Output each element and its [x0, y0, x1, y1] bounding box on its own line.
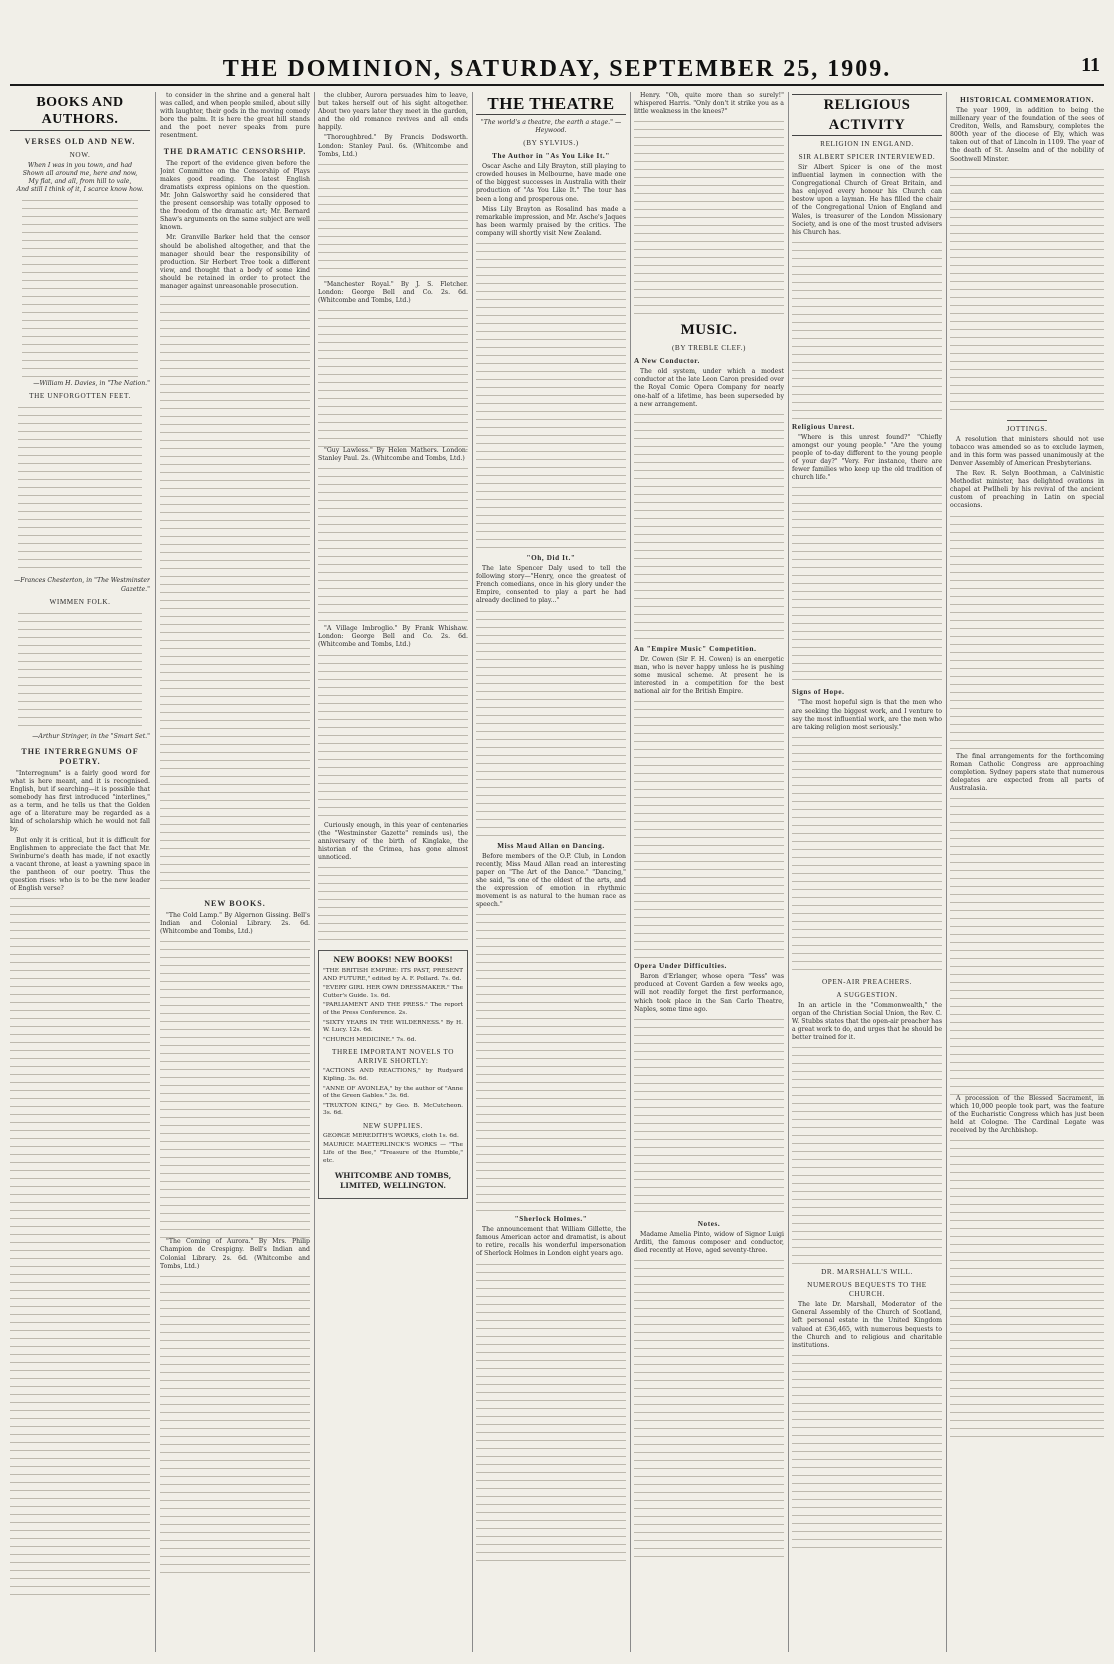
article-paragraph: A procession of the Blessed Sacrament, in which 10,000 people took part, was the feature of the Eucharistic Congress which has just been held at Cologne. The Cardinal Legate was received by the Archbishop.	[950, 1094, 1104, 1135]
article-paragraph: The late Dr. Marshall, Moderator of the General Assembly of the Church of Scotland, left personal estate in the United Kingdom valued at £36,465, with numerous bequests to the Church and to religious and charitable institutions.	[792, 1301, 942, 1349]
poem-byline: —Arthur Stringer, in the "Smart Set."	[32, 732, 150, 740]
article-body-text	[634, 1257, 784, 1557]
newspaper-title: THE DOMINION, SATURDAY, SEPTEMBER 25, 1909.	[222, 56, 892, 82]
sub-heading: Opera Under Difficulties.	[634, 962, 727, 971]
column-separator	[788, 92, 789, 1652]
article-body-text	[476, 240, 626, 550]
column-separator	[314, 92, 315, 1652]
article-body-text	[318, 161, 468, 281]
column-new-books	[318, 92, 468, 1652]
column-books-and-authors	[10, 92, 150, 1652]
article-body-text	[10, 895, 150, 1595]
ad-item: "TRUXTON KING," by Geo. B. McCutcheon. 3s. 6d.	[323, 1102, 463, 1117]
ad-item: "PARLIAMENT AND THE PRESS." The report of the Press Conference. 2s.	[323, 1002, 463, 1016]
article-body-text	[318, 307, 468, 447]
ad-item: "SIXTY YEARS IN THE WILDERNESS." By H. W. Lucy. 12s. 6d.	[323, 1019, 463, 1034]
masthead	[0, 0, 1114, 88]
article-body-text	[634, 698, 784, 958]
book-entry: "Guy Lawless." By Helen Mathers. London: Stanley Paul. 2s. (Whitcombe and Tombs, Ltd.)	[318, 447, 468, 463]
byline: (BY TREBLE CLEF.)	[671, 344, 747, 353]
article-paragraph: Mr. Granville Barker held that the censor should be abolished altogether, and that the manager should bear the responsibility of production. Sir Herbert Tree took a different view, and thought that a body of some kind should be retained in order to protect the manager against unreasonable prosecution.	[160, 234, 310, 290]
book-entry: "Manchester Royal." By J. S. Fletcher. London: George Bell and Co. 2s. 6d. (Whitcombe and Tombs, Ltd.)	[318, 280, 468, 304]
sub-heading: RELIGION IN ENGLAND.	[820, 140, 914, 148]
sub-heading: The Author in "As You Like It."	[492, 152, 610, 161]
article-paragraph: The report of the evidence given before the Joint Committee on the Censorship of Plays makes good reading. The latest English dramatists express opinions on the question. Mr. John Galsworthy said he considered that the present censorship was totally opposed to the freedom of the dramatic art; Mr. Bernard Shaw's arguments on the same subject are well known.	[160, 159, 310, 232]
sub-heading: OPEN-AIR PREACHERS.	[821, 977, 913, 986]
poem-body-text	[18, 404, 142, 574]
ad-item: "EVERY GIRL HER OWN DRESSMAKER." The Cutter's Guide. 1s. 6d.	[323, 985, 463, 999]
sub-heading: A New Conductor.	[634, 357, 700, 366]
poem-title-wimmen-folk: WIMMEN FOLK.	[49, 597, 111, 606]
sub-heading: Religious Unrest.	[792, 422, 855, 431]
sub-heading: An "Empire Music" Competition.	[634, 644, 757, 653]
article-paragraph: Sir Albert Spicer is one of the most influential laymen in connection with the Congregational Church of Great Britain, and has enjoyed every honour his Church can bestow upon a layman. He has filled the chair of the Congregational Union of England and Wales, is treasurer of the London Missionary Society, and is one of the most trusted advisers his Church has.	[792, 164, 942, 236]
article-paragraph: the clubber, Aurora persuades him to leave, but takes herself out of his sight altogether. About two years later they meet in the garden, and the old romance revives and all ends happily.	[318, 92, 468, 132]
ad-item: "ACTIONS AND REACTIONS," by Rudyard Kipling. 3s. 6d.	[323, 1068, 463, 1082]
sub-heading: JOTTINGS.	[1006, 424, 1048, 433]
article-body-text	[792, 239, 942, 419]
article-body-text	[476, 608, 626, 838]
article-body-text	[792, 1352, 942, 1552]
article-paragraph: Before members of the O.P. Club, in London recently, Miss Maud Allan read an interesting paper on "The Art of the Dance." "Dancing," she said, "is one of the oldest of the arts, and the expression of emotion in rhythmic movement is as natural to the human race as speech."	[476, 852, 626, 909]
ad-item: GEORGE MEREDITH'S WORKS, cloth 1s. 6d.	[323, 1132, 459, 1139]
article-paragraph: The late Spencer Daly used to tell the following story—"Henry, once the greatest of French comedians, once in his glory under the Empire, consented to play a part he had already declined to play..."	[476, 565, 626, 605]
section-heading-books: BOOKS AND AUTHORS.	[10, 94, 150, 131]
column-separator	[472, 92, 473, 1652]
section-heading-music: MUSIC.	[680, 322, 738, 339]
column-religious-activity	[792, 92, 942, 1652]
sub-heading: DR. MARSHALL'S WILL.	[821, 1268, 913, 1277]
article-paragraph: Miss Lily Brayton as Rosalind has made a remarkable impression, and Mr. Asche's Jaques has been warmly praised by the critics. The company will shortly visit New Zealand.	[476, 205, 626, 237]
poem-body-text	[18, 610, 142, 730]
column-separator	[630, 92, 631, 1652]
book-entry: "Thoroughbred." By Francis Dodsworth. London: Stanley Paul. 6s. (Whitcombe and Tombs, Ltd.)	[318, 134, 468, 158]
article-body-text	[634, 1016, 784, 1216]
column-separator	[155, 92, 156, 1652]
poem-body-text	[22, 197, 138, 377]
article-paragraph: But only it is critical, but it is difficult for Englishmen to appreciate the fact that Mr. Swinburne's death has made, if not exactly a vacant throne, at least a yawning space in the pantheon of our poetry. Thus the question rises: who is to be the new leader of English verse?	[10, 836, 150, 893]
poem-line: My flat, and all, from hill to vale,	[28, 178, 132, 186]
byline: (BY SYLVIUS.)	[523, 139, 579, 148]
article-body-text	[476, 1261, 626, 1561]
sub-heading: A SUGGESTION.	[836, 990, 898, 999]
article-body-text	[950, 795, 1104, 1095]
epigraph: "The world's a theatre, the earth a stage." —Heywood.	[480, 119, 622, 135]
article-body-text	[318, 864, 468, 944]
poem-now	[10, 162, 150, 194]
article-paragraph: The announcement that William Gillette, the famous American actor and dramatist, is about to retire, recalls his wonderful impersonation of Sherlock Holmes in London eight years ago.	[476, 1226, 626, 1258]
article-paragraph: The year 1909, in addition to being the millenary year of the foundation of the sees of Crediton, Wells, and Ramsbury, completes the 800th year of the diocese of Ely, which was taken out of that of Lincoln in 1109. The year of the death of St. Anselm and of the nobility of Soothwell Minster.	[950, 107, 1104, 163]
poem-title-now: NOW.	[69, 151, 91, 159]
poem-line: Shown all around me, here and now,	[22, 170, 138, 178]
poem-title-unforgotten-feet: THE UNFORGOTTEN FEET.	[29, 392, 131, 401]
ad-subheading: NEW SUPPLIES.	[363, 1121, 423, 1130]
sub-heading-new-books: NEW BOOKS.	[204, 899, 266, 909]
column-historical-commemoration	[950, 92, 1104, 1652]
ad-item: "CHURCH MEDICINE." 7s. 6d.	[323, 1036, 417, 1043]
poem-line: When I was in you town, and had	[27, 162, 133, 169]
article-paragraph: In an article in the "Commonwealth," the organ of the Christian Social Union, the Rev. C. W. Stubbs states that the open-air preacher has a great work to do, and urges that he should be better trained for it.	[792, 1001, 942, 1042]
ad-footer: WHITCOMBE AND TOMBS, LIMITED, WELLINGTON.	[334, 1171, 452, 1191]
article-body-text	[792, 484, 942, 684]
article-paragraph: "Interregnum" is a fairly good word for what is here meant, and it is recognised. English, but if searching—it is possible that somebody has first introduced "interlines," as a term, and he tells us that the Golden age of a literature may be regarded as a kind of scholarship which he would not fall by.	[10, 769, 150, 834]
page-number: 11	[1081, 54, 1100, 76]
article-paragraph: "The most hopeful sign is that the men who are seeking the biggest work, and I venture to say the most influential work, are the men who are taking religion most seriously."	[792, 699, 942, 731]
section-heading-theatre: THE THEATRE	[476, 94, 626, 115]
article-body-text	[160, 938, 310, 1238]
article-paragraph: The old system, under which a modest conductor at the late Leon Caron presided over the Royal Comic Opera Company for nearly one-half of a lifetime, has been superseded by a new arrangement.	[634, 368, 784, 408]
ad-item: "ANNE OF AVONLEA," by the author of "Anne of the Green Gables." 3s. 6d.	[323, 1085, 463, 1100]
ad-subheading: THREE IMPORTANT NOVELS TO ARRIVE SHORTLY:	[331, 1048, 454, 1066]
column-dramatic-censorship	[160, 92, 310, 1652]
article-body-text	[318, 652, 468, 822]
sub-heading: Signs of Hope.	[792, 688, 845, 697]
book-entry: "A Village Imbroglio." By Frank Whishaw. London: George Bell and Co. 2s. 6d. (Whitcombe and Tombs, Ltd.)	[318, 625, 468, 649]
article-paragraph: "Where is this unrest found?" "Chiefly amongst our young people." "Are the young people of to-day different to the young people of your day?" "Very. For instance, there are fewer families who keep up the old tradition of church life."	[792, 433, 942, 482]
article-body-text	[634, 411, 784, 641]
article-body-text	[950, 513, 1104, 753]
book-entry: "The Cold Lamp." By Algernon Gissing. Bell's Indian and Colonial Library. 2s. 6d. (Whitcombe and Tombs, Ltd.)	[160, 912, 310, 936]
ad-heading: NEW BOOKS! NEW BOOKS!	[333, 954, 453, 964]
sub-heading: "Oh, Did It."	[526, 554, 576, 563]
book-entry: "The Coming of Aurora." By Mrs. Philip Champion de Crespigny. Bell's Indian and Colonial Library. 2s. 6d. (Whitcombe and Tombs, Ltd.)	[160, 1238, 310, 1270]
divider	[1007, 420, 1047, 421]
article-paragraph: Madame Amelia Pinto, widow of Signor Luigi Arditi, the famous composer and conductor, died recently at Hove, aged seventy-three.	[634, 1230, 784, 1254]
sub-heading: "Sherlock Holmes."	[514, 1215, 588, 1224]
sub-heading: Miss Maud Allan on Dancing.	[497, 841, 605, 850]
masthead-rule	[10, 84, 1104, 86]
ad-item: "THE BRITISH EMPIRE: ITS PAST, PRESENT AND FUTURE," edited by A. F. Pollard. 7s. 6d.	[323, 967, 463, 982]
article-paragraph: to consider in the shrine and a general halt was called, and when people smiled, about silly with laughter, their gods in the moving comedy bore the palm. It is here the great hill stands and the poet never speaks from pure resentment.	[160, 92, 310, 140]
article-paragraph: Henry. "Oh, quite more than so surely!" whispered Harris. "Only don't it strike you as a little weakness in the knees?"	[634, 92, 784, 116]
sub-heading: NUMEROUS BEQUESTS TO THE CHURCH.	[807, 1281, 927, 1299]
article-body-text	[792, 734, 942, 974]
poem-byline: —Frances Chesterton, in "The Westminster Gazette."	[14, 577, 150, 593]
article-body-text	[950, 166, 1104, 416]
poem-byline: —William H. Davies, in "The Nation."	[33, 380, 150, 388]
article-paragraph: Oscar Asche and Lily Brayton, still playing to crowded houses in Melbourne, have made one of the biggest successes in Australia with their production of "As You Like It." The tour has been a long and prosperous one.	[476, 163, 626, 203]
article-paragraph: The Rev. R. Selyn Boothman, a Calvinistic Methodist minister, has delighted ovations in chapel at Pwllheli by his revival of the ancient custom of preaching in Latin on special occasions.	[950, 470, 1104, 510]
column-theatre	[476, 92, 626, 1652]
poem-line: And still I think of it, I scarce know how.	[16, 186, 144, 194]
sub-heading: Notes.	[697, 1219, 721, 1228]
article-body-text	[160, 1273, 310, 1573]
article-paragraph: The final arrangements for the forthcoming Roman Catholic Congress are approaching completion. Sydney papers state that numerous delegates are expected from all parts of Australasia.	[950, 752, 1104, 792]
article-paragraph: Dr. Cowen (Sir F. H. Cowen) is an energetic man, who is never happy unless he is pushing some musical scheme. At present he is interested in a competition for the best national air for the British Empire.	[634, 655, 784, 696]
column-separator	[946, 92, 947, 1652]
article-paragraph: Curiously enough, in this year of centenaries (the "Westminster Gazette" reminds us), the anniversary of the birth of Kinglake, the historian of the Crimea, has gone almost unnoticed.	[318, 821, 468, 861]
column-music	[634, 92, 784, 1652]
article-body-text	[476, 911, 626, 1211]
bookseller-advertisement	[318, 950, 468, 1199]
article-body-text	[634, 118, 784, 318]
article-body-text	[160, 293, 310, 893]
sub-heading-censorship: THE DRAMATIC CENSORSHIP.	[163, 146, 307, 156]
ad-item: MAURICE MAETERLINCK'S WORKS — "The Life of the Bee," "Treasure of the Humble," etc.	[323, 1142, 463, 1164]
article-paragraph: Baron d'Erlanger, whose opera "Tess" was produced at Covent Garden a few weeks ago, will not readily forget the first performance, which took place in the San Carlo Theatre, Naples, some time ago.	[634, 973, 784, 1013]
article-body-text	[792, 1044, 942, 1264]
article-body-text	[950, 1137, 1104, 1437]
article-paragraph: A resolution that ministers should not use tobacco was amended so as to exclude laymen, and in this form was passed unanimously at the Denver Assembly of American Presbyterians.	[950, 435, 1104, 467]
sub-heading: HISTORICAL COMMEMORATION.	[960, 96, 1094, 104]
section-heading-religious: RELIGIOUS ACTIVITY	[792, 94, 942, 136]
sub-heading-verses: VERSES OLD AND NEW.	[24, 137, 136, 146]
sub-heading: SIR ALBERT SPICER INTERVIEWED.	[798, 153, 936, 161]
sub-heading-interregnums: THE INTERREGNUMS OF POETRY.	[21, 746, 139, 766]
article-body-text	[318, 465, 468, 625]
